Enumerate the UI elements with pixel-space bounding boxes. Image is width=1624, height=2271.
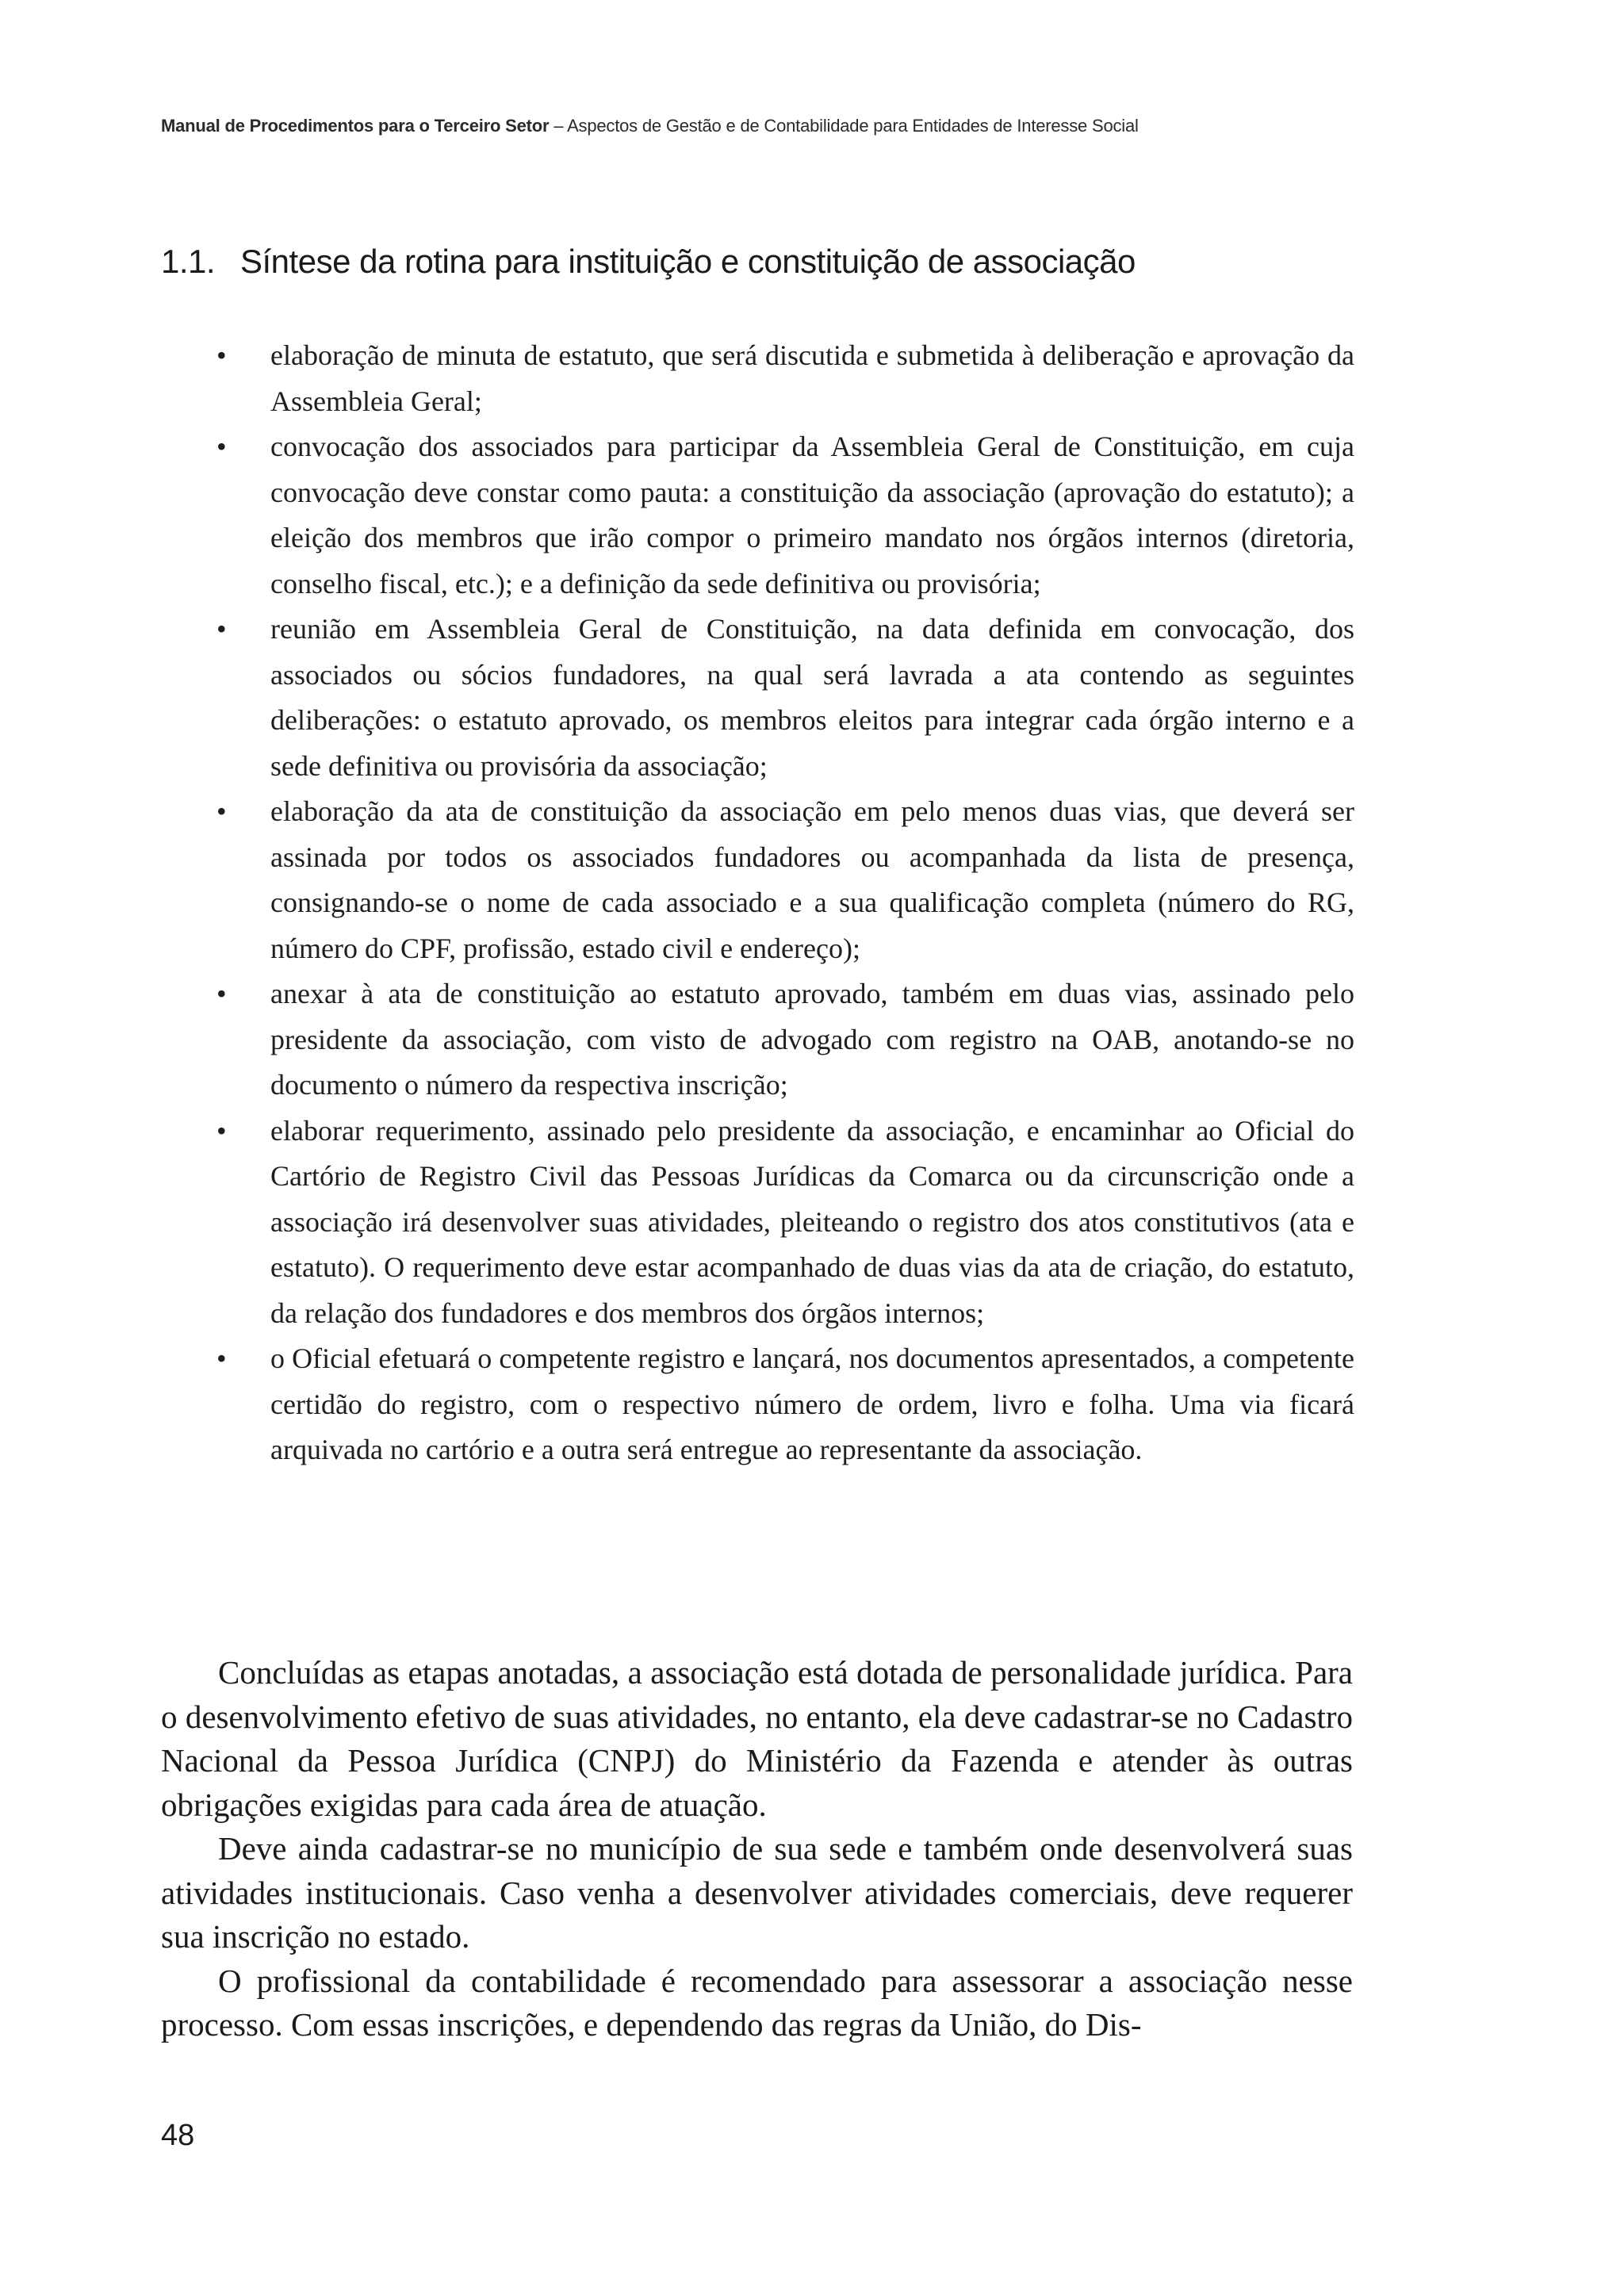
bullet-icon: • xyxy=(216,1342,227,1374)
bullet-item xyxy=(213,424,1354,607)
body-paragraph: Deve ainda cadastrar-se no município de sua sede e também onde desenvolverá suas atividades institucionais. Caso venha a desenvolver atividades comerciais, deve requerer sua inscrição no estado. xyxy=(161,1830,1353,1955)
section-heading xyxy=(161,243,1136,281)
bullet-text: o Oficial efetuará o competente registro e lançará, nos documentos apresentados, a competente certidão do registro, com o respectivo número de ordem, livro e folha. Uma via ficará arquivada no cartório e a outra será entregue ao representante da associação. xyxy=(270,1342,1354,1465)
bullet-item xyxy=(213,333,1354,424)
bullet-item xyxy=(213,971,1354,1109)
book-subtitle: Aspectos de Gestão e de Contabilidade para Entidades de Interesse Social xyxy=(567,116,1139,136)
body-paragraph: Concluídas as etapas anotadas, a associação está dotada de personalidade jurídica. Para o desenvolvimento efetivo de suas atividades, no entanto, ela deve cadastrar-se no Cadastro Nacional da Pessoa Jurídica (CNPJ) do Ministério da Fazenda e atender às outras obrigações exigidas para cada área de atuação. xyxy=(161,1654,1353,1823)
bullet-icon: • xyxy=(216,978,227,1009)
section-number: 1.1. xyxy=(161,243,216,280)
bullet-item xyxy=(213,607,1354,789)
bullet-item xyxy=(213,1109,1354,1337)
book-title: Manual de Procedimentos para o Terceiro Setor xyxy=(161,116,550,136)
bullet-icon: • xyxy=(216,339,227,371)
bullet-item xyxy=(213,1336,1354,1473)
bullet-text: convocação dos associados para participar da Assembleia Geral de Constituição, em cuja convocação deve constar como pauta: a constituição da associação (aprovação do estatuto); a eleição dos membros que irão compor o primeiro mandato nos órgãos internos (diretoria, conselho fiscal, etc.); e a definição da sede definitiva ou provisória; xyxy=(270,431,1354,599)
body-text xyxy=(161,1651,1353,2047)
page-number: 48 xyxy=(161,2119,195,2152)
bullet-text: elaboração de minuta de estatuto, que será discutida e submetida à deliberação e aprovação da Assembleia Geral; xyxy=(270,339,1354,417)
bullet-text: reunião em Assembleia Geral de Constituição, na data definida em convocação, dos associados ou sócios fundadores, na qual será lavrada a ata contendo as seguintes deliberações: o estatuto aprovado, os membros eleitos para integrar cada órgão interno e a sede definitiva ou provisória da associação; xyxy=(270,613,1354,782)
bullet-icon: • xyxy=(216,431,227,462)
bullet-icon: • xyxy=(216,795,227,827)
bullet-item xyxy=(213,789,1354,971)
section-title: Síntese da rotina para instituição e constituição de associação xyxy=(240,243,1136,280)
running-header xyxy=(161,116,1139,136)
bullet-text: elaborar requerimento, assinado pelo presidente da associação, e encaminhar ao Oficial do Cartório de Registro Civil das Pessoas Jurídicas da Comarca ou da circunscrição onde a associação irá desenvolver suas atividades, pleiteando o registro dos atos constitutivos (ata e estatuto). O requerimento deve estar acompanhado de duas vias da ata de criação, do estatuto, da relação dos fundadores e dos membros dos órgãos internos; xyxy=(270,1114,1354,1329)
bullet-text: elaboração da ata de constituição da associação em pelo menos duas vias, que deverá ser assinada por todos os associados fundadores ou acompanhada da lista de presença, consignando-se o nome de cada associado e a sua qualificação completa (número do RG, número do CPF, profissão, estado civil e endereço); xyxy=(270,795,1354,964)
body-paragraph: O profissional da contabilidade é recomendado para assessorar a associação nesse processo. Com essas inscrições, e dependendo das regras da União, do Dis- xyxy=(161,1962,1353,2043)
bullet-icon: • xyxy=(216,1114,227,1147)
procedure-bullet-list xyxy=(213,333,1354,1473)
bullet-text: anexar à ata de constituição ao estatuto aprovado, também em duas vias, assinado pelo presidente da associação, com visto de advogado com registro na OAB, anotando-se no documento o número da respectiva inscrição; xyxy=(270,978,1354,1101)
header-separator: – xyxy=(549,116,568,136)
bullet-icon: • xyxy=(216,613,227,645)
